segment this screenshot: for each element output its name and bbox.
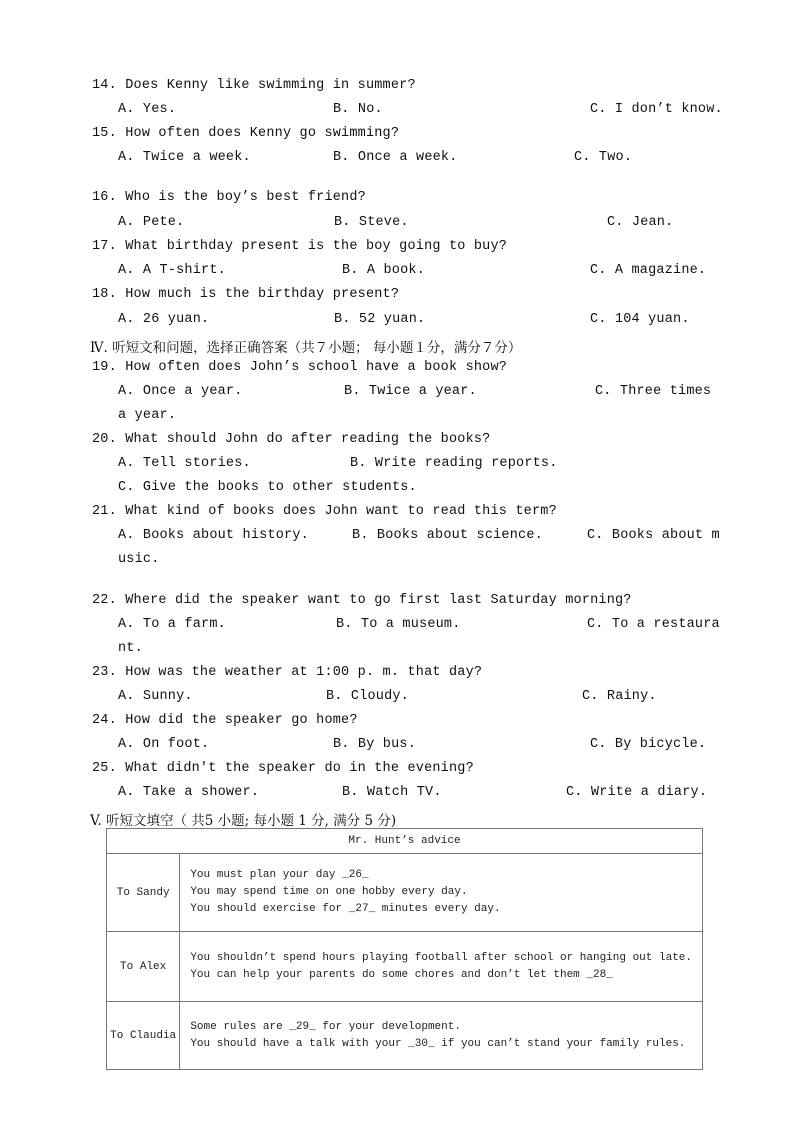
question-25: 25. What didn't the speaker do in the evening? <box>92 761 474 776</box>
option-21-c-wrap: usic. <box>118 552 160 567</box>
advice-table-header: Mr. Hunt’s advice <box>107 829 703 854</box>
option-15-b: B. Once a week. <box>333 150 458 165</box>
option-18-c: C. 104 yuan. <box>590 312 690 327</box>
option-24-c: C. By bicycle. <box>590 737 707 752</box>
option-25-b: B. Watch TV. <box>342 785 442 800</box>
advice-line: You must plan your day _26_ <box>190 869 369 881</box>
option-24-b: B. By bus. <box>333 737 417 752</box>
option-19-c-wrap: a year. <box>118 408 177 423</box>
option-17-b: B. A book. <box>342 263 426 278</box>
option-22-a: A. To a farm. <box>118 617 226 632</box>
advice-line: Some rules are _29_ for your development. <box>190 1020 461 1033</box>
question-14: 14. Does Kenny like swimming in summer? <box>92 78 416 93</box>
option-19-b: B. Twice a year. <box>344 384 477 399</box>
option-16-b: B. Steve. <box>334 215 409 230</box>
option-25-a: A. Take a shower. <box>118 785 260 800</box>
question-20: 20. What should John do after reading the books? <box>92 432 491 447</box>
option-21-c: C. Books about m <box>587 528 720 543</box>
option-17-a: A. A T-shirt. <box>118 263 226 278</box>
option-14-b: B. No. <box>333 102 383 117</box>
question-17: 17. What birthday present is the boy going to buy? <box>92 239 508 254</box>
option-14-a: A. Yes. <box>118 102 177 117</box>
table-row <box>107 854 703 932</box>
option-20-a: A. Tell stories. <box>118 456 251 471</box>
advice-line: You shouldn’t spend hours playing football after school or hanging out late. <box>190 951 692 964</box>
question-24: 24. How did the speaker go home? <box>92 713 358 728</box>
option-15-a: A. Twice a week. <box>118 150 251 165</box>
section-5-heading: V. 听短文填空（ 共5 小题; 每小题 1 分, 满分 5 分) <box>90 813 397 829</box>
advice-text <box>180 932 703 1002</box>
option-18-a: A. 26 yuan. <box>118 312 210 327</box>
option-21-b: B. Books about science. <box>352 528 543 543</box>
option-21-a: A. Books about history. <box>118 528 309 543</box>
option-22-c-wrap: nt. <box>118 641 143 656</box>
option-19-c: C. Three times <box>595 384 712 399</box>
option-22-c: C. To a restaura <box>587 617 720 632</box>
option-23-a: A. Sunny. <box>118 689 193 704</box>
advice-table <box>106 828 703 1070</box>
table-row <box>107 932 703 1002</box>
option-18-b: B. 52 yuan. <box>334 312 426 327</box>
advice-text <box>180 1002 703 1070</box>
option-20-c: C. Give the books to other students. <box>118 480 417 495</box>
advice-recipient: To Alex <box>107 932 180 1002</box>
option-16-c: C. Jean. <box>607 215 674 230</box>
option-24-a: A. On foot. <box>118 737 210 752</box>
table-row <box>107 1002 703 1070</box>
question-23: 23. How was the weather at 1:00 p. m. that day? <box>92 665 483 680</box>
question-22: 22. Where did the speaker want to go first last Saturday morning? <box>92 593 632 608</box>
advice-line: You should have a talk with your _30_ if you can’t stand your family rules. <box>190 1037 686 1050</box>
option-15-c: C. Two. <box>574 150 633 165</box>
option-14-c: C. I don’t know. <box>590 102 723 117</box>
advice-text <box>180 854 703 932</box>
question-21: 21. What kind of books does John want to read this term? <box>92 504 557 519</box>
question-18: 18. How much is the birthday present? <box>92 287 400 302</box>
option-20-b: B. Write reading reports. <box>350 456 558 471</box>
advice-line: You can help your parents do some chores and don’t let them _28_ <box>190 968 613 981</box>
question-19: 19. How often does John’s school have a book show? <box>92 360 508 375</box>
question-16: 16. Who is the boy’s best friend? <box>92 190 366 205</box>
option-23-b: B. Cloudy. <box>326 689 410 704</box>
question-15: 15. How often does Kenny go swimming? <box>92 126 400 141</box>
advice-recipient: To Claudia <box>107 1002 180 1070</box>
option-16-a: A. Pete. <box>118 215 185 230</box>
option-19-a: A. Once a year. <box>118 384 243 399</box>
option-23-c: C. Rainy. <box>582 689 657 704</box>
section-4-heading: Ⅳ. 听短文和问题，选择正确答案（共７小题； 每小题１分，满分７分） <box>90 340 522 356</box>
advice-recipient: To Sandy <box>107 854 180 932</box>
option-17-c: C. A magazine. <box>590 263 707 278</box>
advice-line: You should exercise for _27_ minutes every day. <box>190 903 501 915</box>
option-22-b: B. To a museum. <box>336 617 461 632</box>
option-25-c: C. Write a diary. <box>566 785 708 800</box>
advice-line: You may spend time on one hobby every day. <box>190 886 468 898</box>
